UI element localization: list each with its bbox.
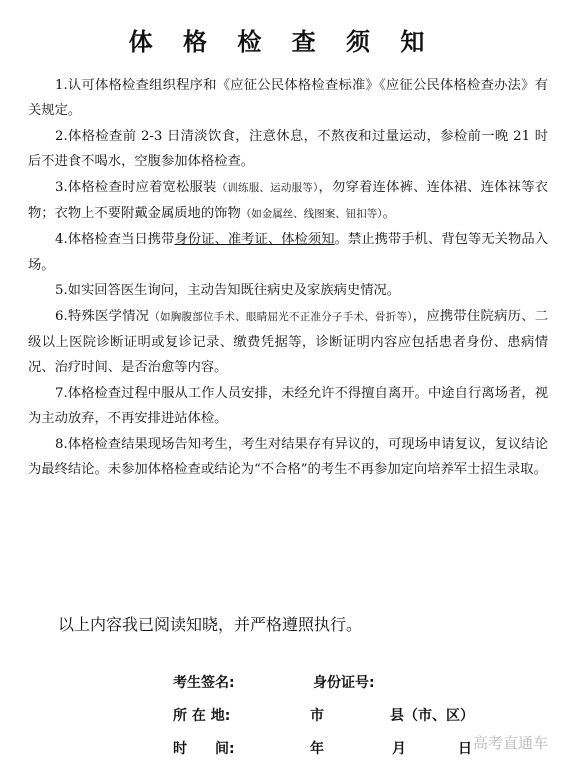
id-number-label: 身份证号: xyxy=(313,675,375,691)
day-label: 日 xyxy=(458,741,472,757)
notice-item-3-part-c: ，勿穿着连体裤、连体裙、连体袜等衣物；衣物上不要附戴金属质地的饰物 xyxy=(28,179,549,222)
notice-item-4 xyxy=(28,227,548,278)
notice-item-5: 5.如实回答医生询问，主动告知既往病史及家族病史情况。 xyxy=(55,283,401,299)
notice-item-4-part-a: 4.体格检查当日携带 xyxy=(55,232,175,248)
notice-item-3-note-2: （如金属丝、线图案、钮扣等） xyxy=(240,208,383,221)
required-documents: 身份证、准考证、体检须知 xyxy=(174,232,335,248)
notice-list xyxy=(28,73,548,483)
year-label: 年 xyxy=(310,741,324,757)
location-label: 所 在 地: xyxy=(173,708,231,724)
notice-item-6-note: （如胸腹部位手术、眼睛屈光不正准分子手术、骨折等） xyxy=(149,310,413,323)
notice-item-3-note-1: （训练服、运动服等） xyxy=(216,181,319,194)
county-label: 县（市、区） xyxy=(390,708,474,724)
notice-item-3-part-a: 3.体格检查时应着宽松服装 xyxy=(55,179,217,195)
notice-item-2: 2.体格检查前 2-3 日清淡饮食，注意休息，不熬夜和过量运动，参检前一晚 21 时后不进食不喝水，空腹参加体格检查。 xyxy=(28,128,548,170)
notice-item-3 xyxy=(28,175,548,228)
notice-item-1: 1.认可体格检查组织程序和《应征公民体格检查标准》《应征公民体格检查办法》有关规定。 xyxy=(28,78,548,119)
notice-item-8: 8.体格检查结果现场告知考生，考生对结果存有异议的，可现场申请复议，复议结论为最终结论。未参加体格检查或结论为“不合格”的考生不再参加定向培养军士招生录取。 xyxy=(28,436,548,478)
time-label: 时 间: xyxy=(173,741,235,757)
notice-item-4-part-c: 。禁止携带手机、背包等无关物品入场。 xyxy=(28,232,549,273)
notice-item-6-part-c: ，应携带住院病历、二级以上医院诊断证明或复诊记录、缴费凭据等，诊断证明内容应包括患者身份、患病情况、治疗时间、是否治愈等内容。 xyxy=(28,308,549,376)
page-title: 体 格 检 查 须 知 xyxy=(128,28,436,56)
notice-item-3-part-e: 。 xyxy=(382,206,396,222)
city-label: 市 xyxy=(310,708,324,724)
confirmation-statement: 以上内容我已阅读知晓，并严格遵照执行。 xyxy=(58,615,363,634)
notice-item-6-part-a: 6.特殊医学情况 xyxy=(55,308,150,324)
month-label: 月 xyxy=(392,741,406,757)
notice-item-7: 7.体格检查过程中服从工作人员安排，未经允许不得擅自离开。中途自行离场者，视为主动放弃，不再安排进站体检。 xyxy=(28,385,548,427)
notice-item-6 xyxy=(28,304,548,381)
watermark-text: 高考直通车 xyxy=(472,734,548,752)
candidate-signature-label: 考生签名: xyxy=(173,675,235,691)
